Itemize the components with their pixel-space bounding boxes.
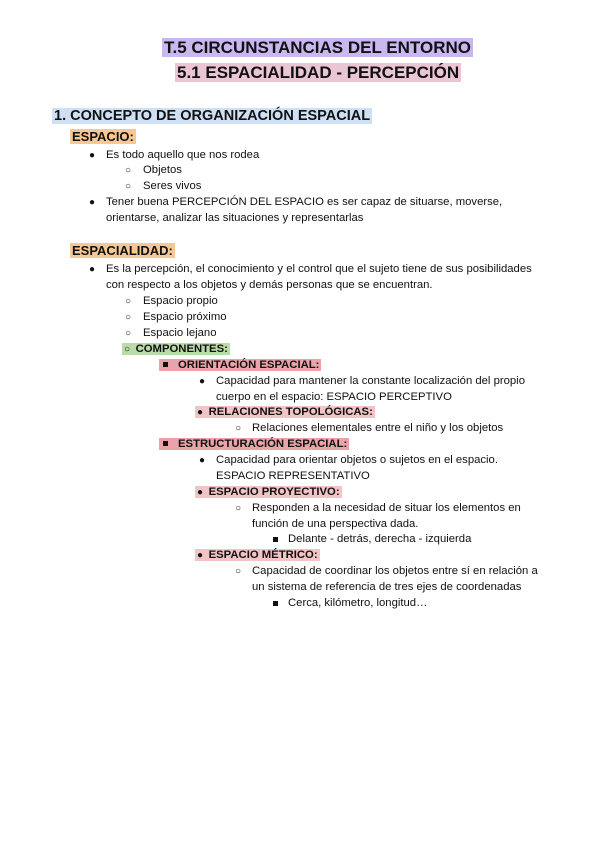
bullet-icon: ● — [199, 376, 206, 387]
list-item-continued: cuerpo en el espacio: ESPACIO PERCEPTIVO — [216, 391, 452, 403]
circle-bullet-icon: ○ — [125, 181, 132, 192]
estructuracion-heading — [159, 437, 349, 453]
proyectivo-label: ● ESPACIO PROYECTIVO: — [197, 486, 340, 498]
bullet-icon: ● — [199, 455, 206, 466]
proyectivo-heading — [195, 485, 342, 501]
bullet-icon: ● — [197, 487, 209, 498]
list-item: Seres vivos — [143, 180, 202, 192]
orientacion-heading — [159, 358, 321, 374]
list-item: Espacio propio — [143, 295, 218, 307]
list-item: Capacidad para mantener la constante localización del propio — [216, 375, 525, 387]
circle-bullet-icon: ○ — [235, 503, 242, 514]
list-item-continued: con respecto a los objetos y demás personas que se encuentran. — [106, 279, 433, 291]
estructuracion-label: ESTRUCTURACIÓN ESPACIAL: — [159, 438, 349, 450]
circle-bullet-icon: ○ — [125, 165, 132, 176]
square-bullet-icon — [163, 441, 168, 446]
doc-title — [162, 38, 473, 58]
circle-bullet-icon: ○ — [124, 344, 136, 355]
bullet-icon: ● — [197, 550, 209, 561]
square-bullet-icon — [273, 601, 278, 606]
list-item: Delante - detrás, derecha - izquierda — [288, 533, 472, 545]
circle-bullet-icon: ○ — [125, 328, 132, 339]
list-item: Espacio próximo — [143, 311, 227, 323]
square-bullet-icon — [163, 362, 168, 367]
title-line2: 5.1 ESPACIALIDAD - PERCEPCIÓN — [177, 63, 460, 82]
list-item: Tener buena PERCEPCIÓN DEL ESPACIO es ser capaz de situarse, moverse, — [106, 196, 503, 208]
list-item-continued: orientarse, analizar las situaciones y representarlas — [106, 212, 364, 224]
circle-bullet-icon: ○ — [125, 296, 132, 307]
doc-subtitle — [175, 63, 461, 83]
list-item: Espacio lejano — [143, 327, 217, 339]
espacialidad-heading — [70, 243, 175, 258]
list-item-continued: función de una perspectiva dada. — [252, 518, 419, 530]
metrico-label: ● ESPACIO MÉTRICO: — [197, 549, 318, 561]
section-heading-text: 1. CONCEPTO DE ORGANIZACIÓN ESPACIAL — [54, 108, 371, 124]
relaciones-label: ● RELACIONES TOPOLÓGICAS: — [197, 406, 373, 418]
list-item: Capacidad de coordinar los objetos entre sí en relación a — [252, 565, 538, 577]
section-heading — [52, 108, 372, 124]
list-item: Objetos — [143, 164, 182, 176]
bullet-icon: ● — [89, 264, 96, 275]
list-item: Es todo aquello que nos rodea — [106, 149, 260, 161]
circle-bullet-icon: ○ — [235, 423, 242, 434]
bullet-icon: ● — [89, 150, 96, 161]
list-item-continued: ESPACIO REPRESENTATIVO — [216, 470, 370, 482]
componentes-label: ○ COMPONENTES: — [124, 343, 228, 355]
title-line1: T.5 CIRCUNSTANCIAS DEL ENTORNO — [164, 38, 471, 57]
espacio-heading — [70, 129, 136, 144]
list-item: Es la percepción, el conocimiento y el control que el sujeto tiene de sus posibilidades — [106, 263, 532, 275]
espacio-label: ESPACIO: — [72, 129, 134, 144]
metrico-heading — [195, 548, 320, 564]
square-bullet-icon — [273, 537, 278, 542]
relaciones-heading — [195, 405, 375, 421]
list-item: Relaciones elementales entre el niño y los objetos — [252, 422, 504, 434]
list-item: Capacidad para orientar objetos o sujetos en el espacio. — [216, 454, 498, 466]
componentes-heading — [122, 342, 230, 358]
circle-bullet-icon: ○ — [125, 312, 132, 323]
espacialidad-label: ESPACIALIDAD: — [72, 243, 173, 258]
bullet-icon: ● — [197, 407, 209, 418]
orientacion-label: ORIENTACIÓN ESPACIAL: — [159, 359, 321, 371]
bullet-icon: ● — [89, 197, 96, 208]
list-item: Responden a la necesidad de situar los elementos en — [252, 502, 521, 514]
list-item: Cerca, kilómetro, longitud… — [288, 597, 428, 609]
circle-bullet-icon: ○ — [235, 566, 242, 577]
list-item-continued: un sistema de referencia de tres ejes de coordenadas — [252, 581, 522, 593]
